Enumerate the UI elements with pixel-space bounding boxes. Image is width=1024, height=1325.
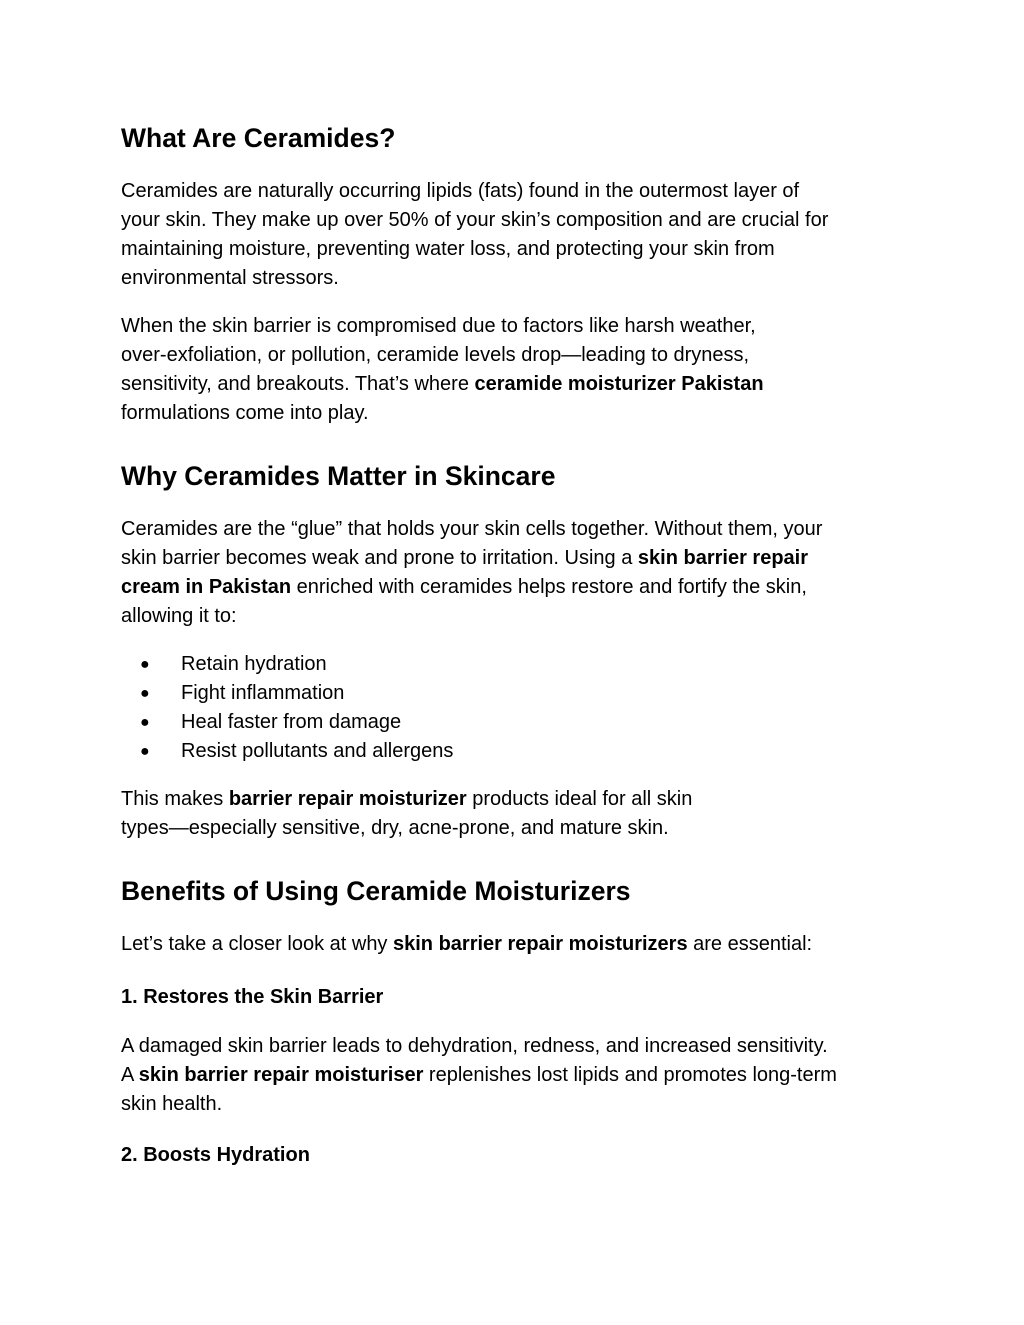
text-run: sensitivity, and breakouts. That’s where [121, 373, 475, 395]
text-run: replenishes lost lipids and promotes long-term [423, 1064, 837, 1086]
bold-keyword: cream in Pakistan [121, 576, 292, 598]
bullet-icon: ● [140, 656, 150, 673]
text-line: over-exfoliation, or pollution, ceramide levels drop—leading to dryness, [121, 344, 750, 366]
text-run: Let’s take a closer look at why [121, 933, 393, 955]
bullet-icon: ● [140, 714, 150, 731]
text-line: allowing it to: [121, 605, 237, 627]
text-line: types—especially sensitive, dry, acne-prone, and mature skin. [121, 817, 669, 839]
list-item [121, 679, 453, 708]
list-item-text: Fight inflammation [181, 682, 345, 704]
list-item-text: Heal faster from damage [181, 711, 402, 733]
bullet-icon: ● [140, 743, 150, 760]
text-line: Ceramides are naturally occurring lipids (fats) found in the outermost layer of [121, 180, 800, 202]
bold-keyword: ceramide moisturizer Pakistan [474, 373, 764, 395]
text-line: formulations come into play. [121, 402, 369, 424]
text-line [121, 573, 911, 602]
heading-why-ceramides-matter: Why Ceramides Matter in Skincare [121, 461, 556, 491]
text-run: This makes [121, 788, 229, 810]
list-item [121, 737, 453, 766]
text-line: skin health. [121, 1093, 223, 1115]
bullet-icon: ● [140, 685, 150, 702]
paragraph-damaged-barrier [121, 1032, 911, 1119]
paragraph-barrier-repair-products [121, 785, 911, 843]
list-item [121, 708, 453, 737]
text-line [121, 1061, 911, 1090]
text-run: A [121, 1064, 139, 1086]
benefits-bullet-list [121, 650, 453, 766]
text-line: When the skin barrier is compromised due to factors like harsh weather, [121, 315, 756, 337]
text-line: Ceramides are the “glue” that holds your skin cells together. Without them, your [121, 518, 823, 540]
bold-keyword: skin barrier repair [637, 547, 809, 569]
heading-benefits: Benefits of Using Ceramide Moisturizers [121, 876, 631, 906]
bold-keyword: skin barrier repair moisturizers [393, 933, 688, 955]
text-line [121, 930, 911, 959]
list-item-text: Resist pollutants and allergens [181, 740, 454, 762]
list-item [121, 650, 453, 679]
subheading-restores-barrier: 1. Restores the Skin Barrier [121, 986, 384, 1008]
text-run: skin barrier becomes weak and prone to irritation. Using a [121, 547, 638, 569]
heading-what-are-ceramides: What Are Ceramides? [121, 123, 396, 153]
bold-keyword: skin barrier repair moisturiser [138, 1064, 424, 1086]
text-line: maintaining moisture, preventing water loss, and protecting your skin from [121, 238, 775, 260]
paragraph-barrier-compromised [121, 312, 911, 428]
text-run: enriched with ceramides helps restore and fortify the skin, [291, 576, 807, 598]
text-line [121, 785, 911, 814]
text-line [121, 544, 911, 573]
text-line: A damaged skin barrier leads to dehydration, redness, and increased sensitivity. [121, 1035, 828, 1057]
text-run: products ideal for all skin [466, 788, 693, 810]
paragraph-ceramides-definition [121, 177, 911, 293]
text-line: your skin. They make up over 50% of your skin’s composition and are crucial for [121, 209, 829, 231]
text-line [121, 370, 911, 399]
paragraph-benefits-intro [121, 930, 911, 959]
text-line: environmental stressors. [121, 267, 339, 289]
subheading-boosts-hydration: 2. Boosts Hydration [121, 1144, 310, 1166]
bold-keyword: barrier repair moisturizer [228, 788, 467, 810]
text-run: are essential: [687, 933, 813, 955]
paragraph-ceramides-glue [121, 515, 911, 631]
list-item-text: Retain hydration [181, 653, 327, 675]
